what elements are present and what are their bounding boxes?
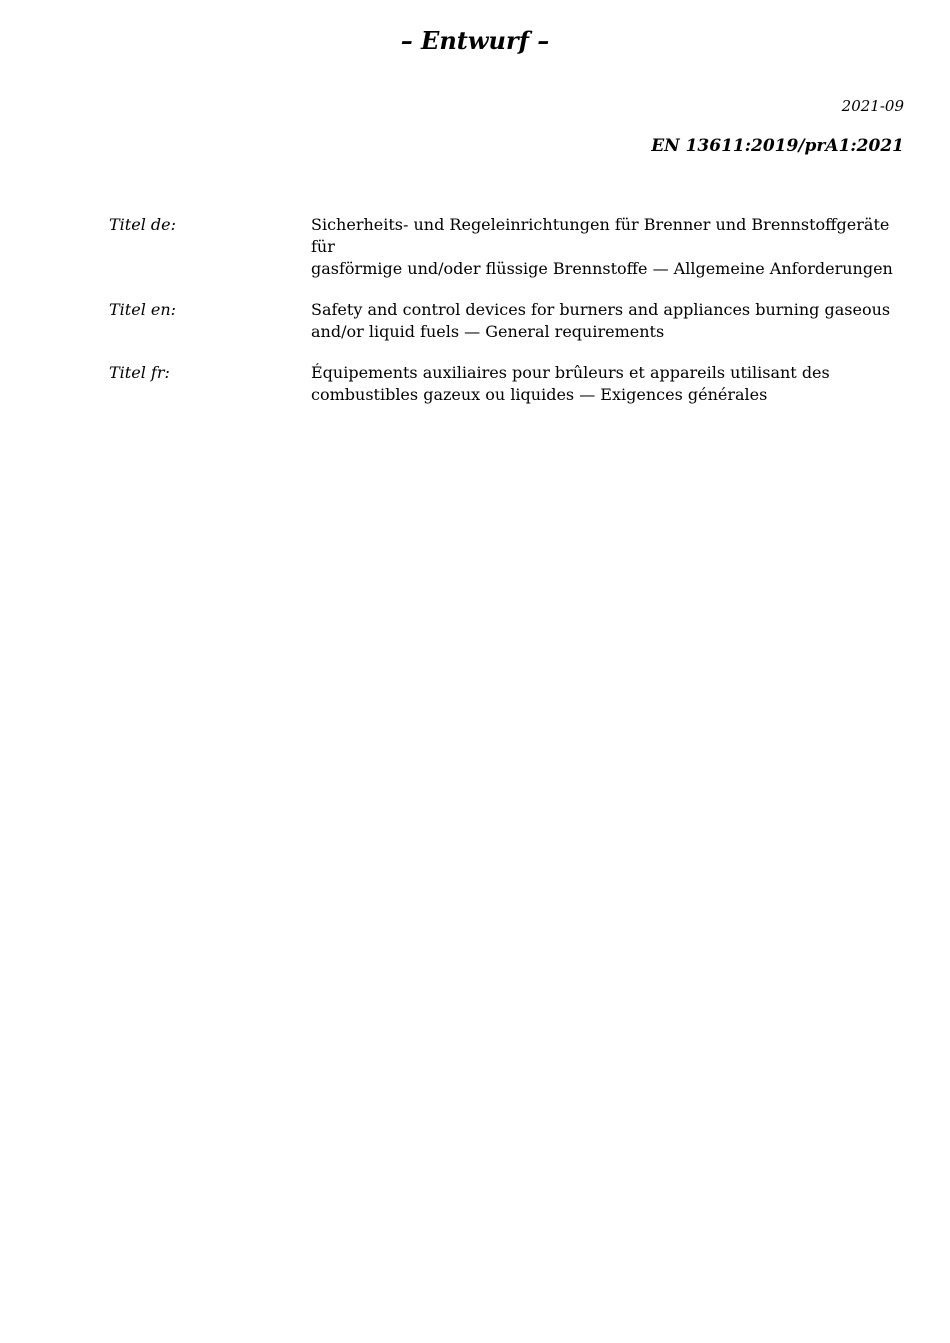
title-text-line: Safety and control devices for burners and appliances burning gaseous [311,300,891,319]
title-text-fr [311,362,909,406]
title-label-fr: Titel fr: [109,363,170,382]
document-number: EN 13611:2019/prA1:2021 [651,136,904,156]
title-row-en [109,299,909,343]
title-label-en: Titel en: [109,300,177,319]
title-text-line: combustibles gazeux ou liquides — Exigences générales [311,385,768,404]
draft-label: – Entwurf – [400,26,550,55]
title-text-line: Équipements auxiliaires pour brûleurs et appareils utilisant des [311,363,830,382]
title-row-de [109,214,909,280]
title-text-de [311,214,909,280]
title-text-line: and/or liquid fuels — General requirements [311,322,665,341]
title-text-en [311,299,909,343]
document-date: 2021-09 [841,97,904,115]
title-block [109,214,909,425]
title-text-line: Sicherheits- und Regeleinrichtungen für Brenner und Brennstoffgeräte für [311,215,890,256]
title-label-de: Titel de: [109,215,176,234]
title-row-fr [109,362,909,406]
title-text-line: gasförmige und/oder flüssige Brennstoffe — Allgemeine Anforderungen [311,259,893,278]
